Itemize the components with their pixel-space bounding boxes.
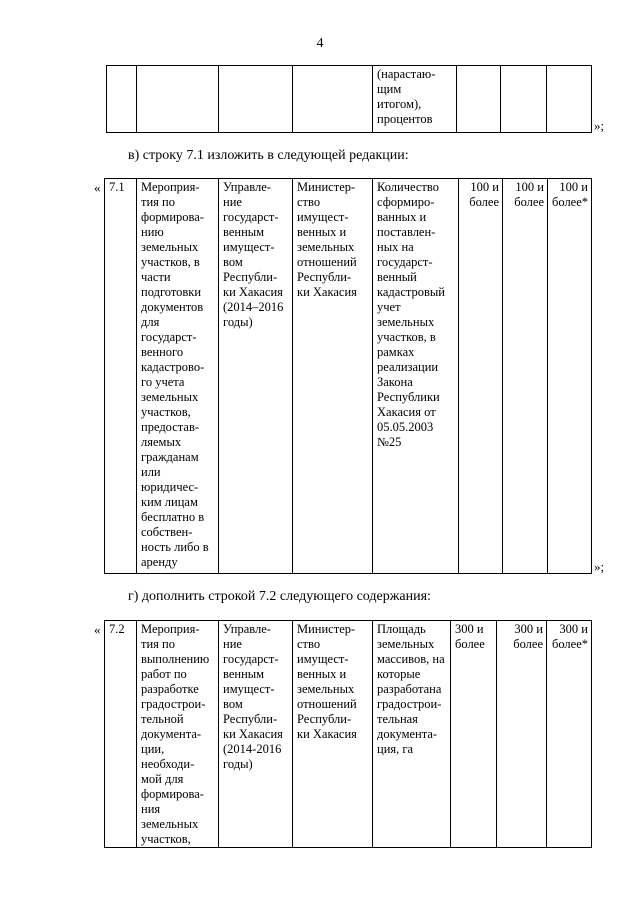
- row-number: 7.2: [109, 622, 125, 636]
- value-cell-1: [451, 621, 497, 848]
- value-3: 100 и более*: [552, 180, 589, 209]
- table-cell: [547, 66, 592, 133]
- page-number: 4: [316, 36, 324, 51]
- table-cell: [107, 66, 137, 133]
- row-number-cell: [105, 621, 137, 848]
- row-7-2-table: [104, 620, 592, 848]
- value-cell-3: [548, 179, 592, 574]
- program-cell: [219, 621, 293, 848]
- value-2: 300 и более: [513, 622, 543, 651]
- row-7-1-table: [104, 178, 592, 574]
- program-cell: [219, 179, 293, 574]
- paragraph-v: в) строку 7.1 изложить в следующей редакции:: [128, 148, 409, 163]
- indicator-cell: [373, 66, 457, 133]
- program-text: Управле- ние государст- венным имущест- вом Республи- ки Хакасия (2014-2016 годы): [223, 622, 283, 771]
- table-cell: [501, 66, 547, 133]
- executor-text: Министер- ство имущест- венных и земельных отношений Республи- ки Хакасия: [297, 180, 357, 299]
- indicator-text: Количество сформиро- ванных и поставлен- ных на государст- венный кадастровый учет земельных участков, в рамках реализации Закона Республики Хакасия от 05.05.2003 №25: [377, 180, 445, 449]
- executor-text: Министер- ство имущест- венных и земельных отношений Республи- ки Хакасия: [297, 622, 357, 741]
- indicator-text: Площадь земельных массивов, на которые разработана градострои- тельная документа- ция, га: [377, 622, 445, 756]
- value-3: 300 и более*: [551, 622, 588, 651]
- indicator-cell: [373, 621, 451, 848]
- measure-cell: [137, 179, 219, 574]
- top-table: [106, 65, 592, 133]
- opening-quote: «: [94, 622, 101, 637]
- table-cell: [219, 66, 293, 133]
- indicator-cell: [373, 179, 459, 574]
- table-cell: [293, 66, 373, 133]
- value-2: 100 и более: [514, 180, 544, 209]
- executor-cell: [293, 179, 373, 574]
- value-cell-2: [503, 179, 548, 574]
- closing-quote: »;: [594, 559, 605, 574]
- measure-text: Мероприя- тия по формирова- нию земельных участков, в части подготовки документов для государст- венного кадастрово- го учета земельных участков, предостав- ляемых гражданам или юридичес- ким лицам бесплатно в собствен- ность либо в аренду: [141, 180, 209, 569]
- closing-quote: »;: [594, 118, 605, 133]
- table-cell: [137, 66, 219, 133]
- paragraph-g: г) дополнить строкой 7.2 следующего содержания:: [128, 589, 431, 604]
- value-1: 300 и более: [455, 622, 485, 651]
- indicator-text: (нарастаю- щим итогом), процентов: [377, 67, 436, 126]
- executor-cell: [293, 621, 373, 848]
- opening-quote: «: [94, 180, 101, 195]
- measure-cell: [137, 621, 219, 848]
- value-cell-1: [459, 179, 503, 574]
- row-number-cell: [105, 179, 137, 574]
- table-cell: [457, 66, 501, 133]
- row-number: 7.1: [109, 180, 125, 194]
- program-text: Управле- ние государст- венным имущест- вом Республи- ки Хакасия (2014–2016 годы): [223, 180, 284, 329]
- value-cell-2: [497, 621, 547, 848]
- value-cell-3: [547, 621, 592, 848]
- measure-text: Мероприя- тия по выполнению работ по разработке градострои- тельной документа- ции, необходи- мой для формирова- ния земельных участков,: [141, 622, 210, 846]
- value-1: 100 и более: [469, 180, 499, 209]
